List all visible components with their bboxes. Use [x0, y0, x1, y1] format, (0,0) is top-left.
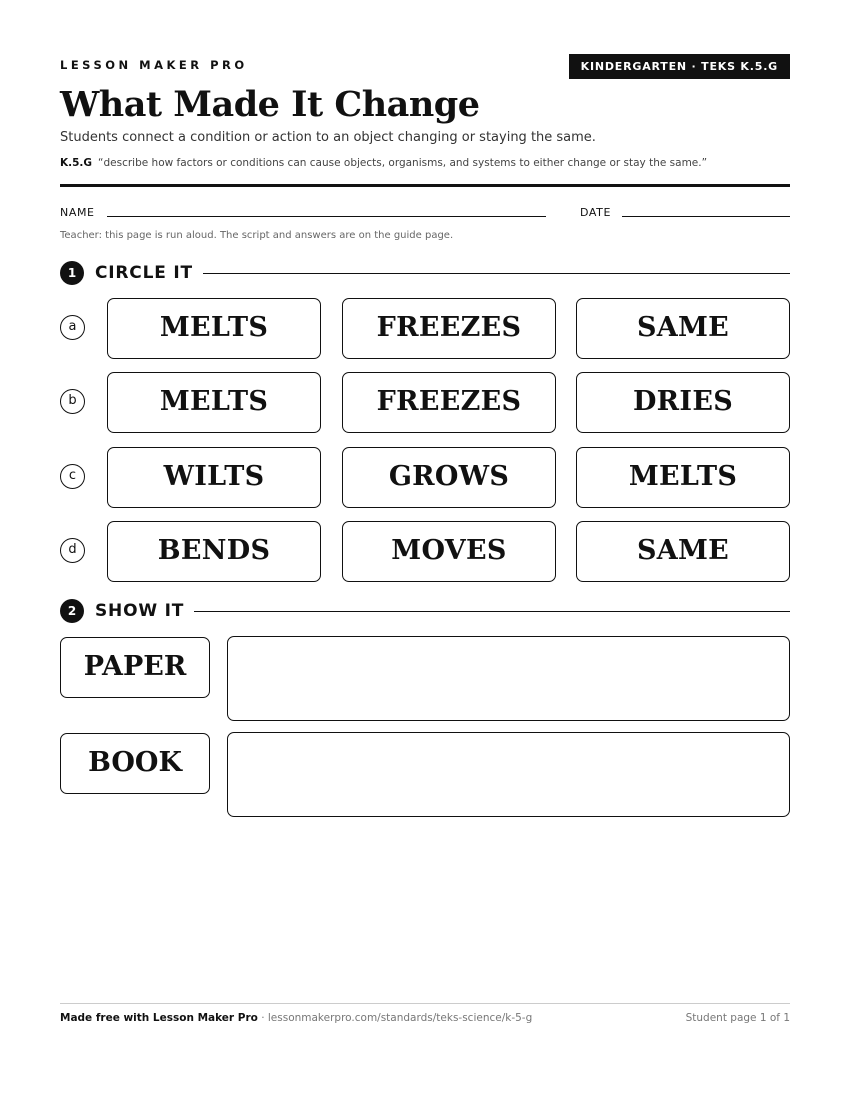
- show-label-book: BOOK: [60, 733, 210, 794]
- question-row-c: [60, 447, 790, 509]
- show-label-paper: PAPER: [60, 637, 210, 698]
- date-field[interactable]: [622, 216, 790, 217]
- footer-made-with: Made free with Lesson Maker Pro: [60, 1012, 258, 1024]
- choice-option[interactable]: BENDS: [107, 521, 321, 582]
- teacher-note: Teacher: this page is run aloud. The script and answers are on the guide page.: [60, 230, 454, 241]
- name-field[interactable]: [107, 216, 546, 217]
- standard-text: “describe how factors or conditions can cause objects, organisms, and systems to either change or stay the same.”: [98, 157, 708, 169]
- footer-divider: [60, 1003, 790, 1004]
- worksheet-page: [60, 0, 790, 1100]
- choice-option[interactable]: MELTS: [107, 372, 321, 433]
- section-rule: [95, 611, 790, 612]
- brand-name: LESSON MAKER PRO: [60, 58, 248, 72]
- page-title: What Made It Change: [60, 84, 480, 125]
- question-row-a: [60, 298, 790, 360]
- section-number: 1: [60, 261, 84, 285]
- choice-option[interactable]: FREEZES: [342, 372, 556, 433]
- grade-standard-badge: KINDERGARTEN · TEKS K.5.G: [569, 54, 790, 79]
- standard-code: K.5.G: [60, 157, 93, 169]
- question-row-b: [60, 372, 790, 434]
- section-title: CIRCLE IT: [95, 261, 203, 285]
- choice-option[interactable]: SAME: [576, 521, 790, 582]
- row-letter: b: [60, 389, 85, 414]
- drawing-box-book[interactable]: [227, 732, 790, 817]
- footer-url[interactable]: · lessonmakerpro.com/standards/teks-science/k-5-g: [257, 1012, 533, 1024]
- choice-option[interactable]: GROWS: [342, 447, 556, 508]
- header-divider: [60, 184, 790, 187]
- choice-option[interactable]: DRIES: [576, 372, 790, 433]
- standard-line: [60, 157, 707, 169]
- section-title: SHOW IT: [95, 599, 194, 623]
- choice-option[interactable]: FREEZES: [342, 298, 556, 359]
- row-letter: d: [60, 538, 85, 563]
- choice-option[interactable]: WILTS: [107, 447, 321, 508]
- choice-option[interactable]: MELTS: [107, 298, 321, 359]
- section-number: 2: [60, 599, 84, 623]
- question-row-d: [60, 521, 790, 583]
- drawing-box-paper[interactable]: [227, 636, 790, 721]
- footer-credit: [60, 1012, 532, 1024]
- row-letter: c: [60, 464, 85, 489]
- choice-option[interactable]: MOVES: [342, 521, 556, 582]
- footer-page-number: Student page 1 of 1: [685, 1012, 790, 1024]
- row-letter: a: [60, 315, 85, 340]
- choice-option[interactable]: MELTS: [576, 447, 790, 508]
- name-label: NAME: [60, 206, 95, 219]
- page-subtitle: Students connect a condition or action to an object changing or staying the same.: [60, 130, 596, 145]
- date-label: DATE: [580, 206, 612, 219]
- section-show-it-header: [60, 599, 790, 623]
- section-circle-it-header: [60, 261, 790, 285]
- choice-option[interactable]: SAME: [576, 298, 790, 359]
